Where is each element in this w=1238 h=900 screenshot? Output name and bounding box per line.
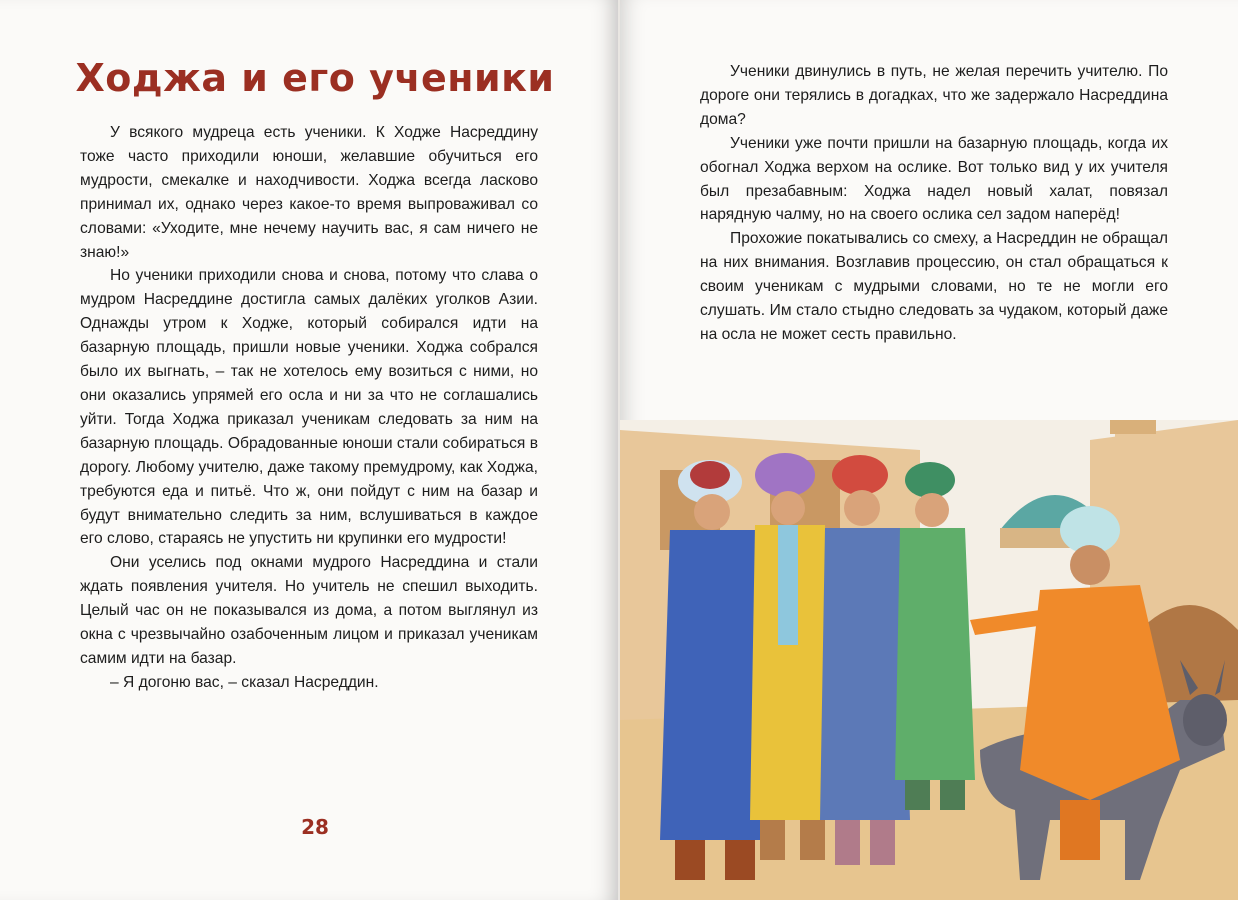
left-page [0, 0, 618, 900]
paragraph: Ученики уже почти пришли на базарную площадь, когда их обогнал Ходжа верхом на ослике. Вот только вид у их учителя был презабавным: Ходжа надел новый халат, повязал нарядную чалму, но на своего ослика сел задом наперёд! [700, 134, 1168, 224]
right-page [620, 0, 1238, 900]
left-page-text [80, 121, 538, 695]
paragraph: Прохожие покатывались со смеху, а Насреддин не обращал на них внимания. Возглавив процессию, он стал обращаться к своим ученикам с мудрыми словами, но те не могли его слушать. Им стало стыдно следовать за чудаком, который даже на осла не может сесть правильно. [700, 230, 1168, 343]
paragraph: У всякого мудреца есть ученики. К Ходже Насреддину тоже часто приходили юноши, желавшие обучиться его мудрости, смекалке и находчивости. Ходжа всегда ласково принимал их, однако через какое-то время выпроваживал со словами: «Уходите, мне нечему научить вас, я сам ничего не знаю!» [80, 124, 538, 261]
paragraph: Но ученики приходили снова и снова, потому что слава о мудром Насреддине достигла самых далёких уголков Азии. Однажды утром к Ходже, который собирался идти на базарную площадь, пришли новые ученики. Ходжа собрался было их выгнать, – так не хотелось ему возиться с ними, но они оказались упрямей его осла и ни за что не соглашались уйти. Тогда Ходжа приказал ученикам следовать за ним на базарную площадь. Обрадованные юноши стали собираться в дорогу. Любому учителю, даже такому премудрому, как Ходжа, требуются еда и питьё. Что ж, они пойдут с ним на базар и будут внимательно следить за ним, вслушиваться в каждое его слово, стараясь не упустить ни крупинки его мудрости! [80, 267, 538, 548]
right-page-text [700, 60, 1168, 347]
paragraph: Они уселись под окнами мудрого Насреддина и стали ждать появления учителя. Но учитель не спешил выходить. Целый час он не показывался из дома, а потом выглянул из окна с чрезвычайно озабоченным лицом и приказал ученикам самим идти на базар. [80, 554, 538, 667]
minaret-top [1110, 420, 1156, 434]
story-title: Ходжа и его ученики [75, 56, 555, 100]
story-illustration [620, 420, 1238, 900]
illustration-svg [620, 420, 1238, 900]
paragraph: Ученики двинулись в путь, не желая перечить учителю. По дороге они терялись в догадках, что же задержало Насреддина дома? [700, 63, 1168, 128]
page-number: 28 [301, 815, 329, 839]
paragraph: – Я догоню вас, – сказал Насреддин. [110, 673, 379, 691]
